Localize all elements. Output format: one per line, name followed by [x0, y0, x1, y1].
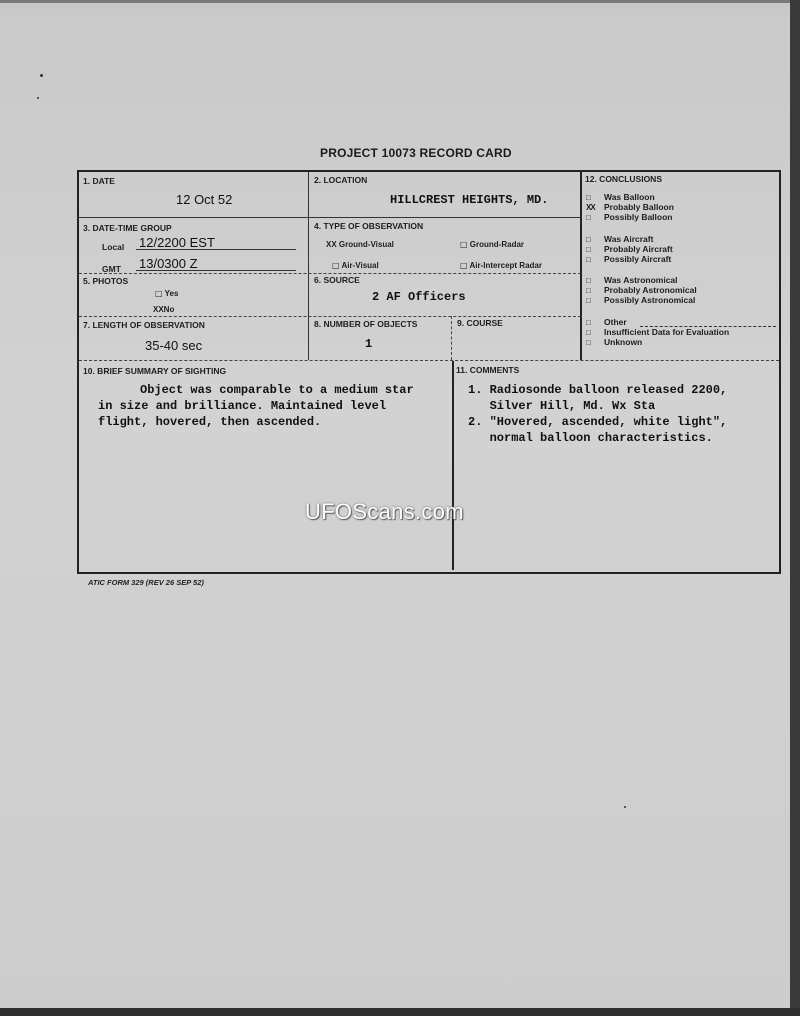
conclusion-was-balloon: □ Was Balloon: [586, 192, 655, 202]
date-value: 12 Oct 52: [176, 192, 233, 207]
dtg-label: 3. DATE-TIME GROUP: [83, 223, 172, 233]
photos-yes-checkbox: □: [155, 289, 163, 298]
conclusion-possibly-aircraft: □ Possibly Aircraft: [586, 254, 672, 264]
photos-yes-text: Yes: [164, 289, 179, 298]
conclusion-possibly-balloon: □ Possibly Balloon: [586, 212, 673, 222]
conclusion-other: □ Other: [586, 317, 627, 327]
photos-label: 5. PHOTOS: [83, 276, 129, 286]
location-label: 2. LOCATION: [314, 175, 368, 185]
source-label: 6. SOURCE: [314, 275, 360, 285]
comment-line: normal balloon characteristics.: [468, 431, 713, 445]
form-footer: ATIC FORM 329 (REV 26 SEP 52): [88, 578, 204, 587]
observation-type-label: 4. TYPE OF OBSERVATION: [314, 221, 424, 231]
date-label: 1. DATE: [83, 176, 115, 186]
gmt-label: GMT: [102, 264, 121, 274]
divider: [79, 360, 779, 361]
ground-visual-option: [326, 240, 394, 249]
conclusions-label: 12. CONCLUSIONS: [585, 174, 662, 184]
air-visual-text: Air-Visual: [341, 261, 379, 270]
dust-speck: [40, 74, 43, 77]
divider: [79, 217, 581, 218]
card-title: PROJECT 10073 RECORD CARD: [320, 146, 512, 160]
summary-line: in size and brilliance. Maintained level: [98, 399, 387, 413]
comments-label: 11. COMMENTS: [456, 365, 520, 375]
divider: [452, 361, 454, 570]
air-visual-checkbox: □: [332, 261, 340, 270]
course-label: 9. COURSE: [457, 318, 503, 328]
scan-edge-top: [0, 0, 800, 3]
local-label: Local: [102, 242, 125, 252]
air-intercept-radar-text: Air-Intercept Radar: [469, 261, 542, 270]
underline: [136, 249, 296, 250]
comment-line: 1. Radiosonde balloon released 2200,: [468, 383, 728, 397]
conclusion-probably-astronomical: □ Probably Astronomical: [586, 285, 697, 295]
air-intercept-radar-checkbox: □: [460, 261, 468, 270]
summary-line: Object was comparable to a medium star: [140, 383, 414, 397]
summary-line: flight, hovered, then ascended.: [98, 415, 322, 429]
conclusion-was-astronomical: □ Was Astronomical: [586, 275, 678, 285]
source-value: 2 AF Officers: [372, 290, 466, 304]
conclusion-was-aircraft: □ Was Aircraft: [586, 234, 654, 244]
photos-no-option: [153, 305, 174, 314]
divider: [451, 316, 452, 360]
underline: [136, 270, 296, 271]
divider: [308, 172, 309, 360]
location-value: HILLCREST HEIGHTS, MD.: [390, 193, 549, 207]
objects-value: 1: [365, 337, 373, 351]
length-value: 35-40 sec: [145, 338, 203, 353]
scan-edge-right: [790, 0, 800, 1016]
length-label: 7. LENGTH OF OBSERVATION: [83, 320, 205, 330]
gmt-value: 13/0300 Z: [139, 256, 198, 271]
divider: [580, 172, 582, 360]
comment-line: 2. "Hovered, ascended, white light",: [468, 415, 728, 429]
dust-speck: [624, 806, 626, 808]
divider: [79, 316, 581, 317]
conclusion-possibly-astronomical: □ Possibly Astronomical: [586, 295, 696, 305]
photos-no-check: XX: [153, 305, 164, 314]
probably-balloon-check: XX: [586, 203, 595, 212]
watermark: UFOScans.com: [305, 499, 464, 524]
conclusion-insufficient-data: □ Insufficient Data for Evaluation: [586, 327, 730, 337]
ground-visual-text: Ground-Visual: [338, 240, 394, 249]
dust-speck: [37, 97, 39, 99]
objects-label: 8. NUMBER OF OBJECTS: [314, 319, 418, 329]
air-intercept-radar-option: [460, 261, 542, 270]
comment-line: Silver Hill, Md. Wx Sta: [468, 399, 656, 413]
conclusion-probably-aircraft: □ Probably Aircraft: [586, 244, 673, 254]
ground-radar-option: [460, 240, 524, 249]
air-visual-option: [332, 261, 379, 270]
photos-yes-option: [155, 289, 178, 298]
ground-radar-checkbox: □: [460, 240, 468, 249]
ground-visual-check: XX: [326, 240, 337, 249]
divider: [79, 273, 581, 274]
local-value: 12/2200 EST: [139, 235, 215, 250]
photos-no-text: No: [163, 305, 175, 314]
scan-edge-bottom: [0, 1008, 800, 1016]
ground-radar-text: Ground-Radar: [469, 240, 525, 249]
conclusion-unknown: □ Unknown: [586, 337, 643, 347]
summary-label: 10. BRIEF SUMMARY OF SIGHTING: [83, 366, 227, 376]
conclusion-probably-balloon: XX Probably Balloon: [586, 202, 674, 212]
